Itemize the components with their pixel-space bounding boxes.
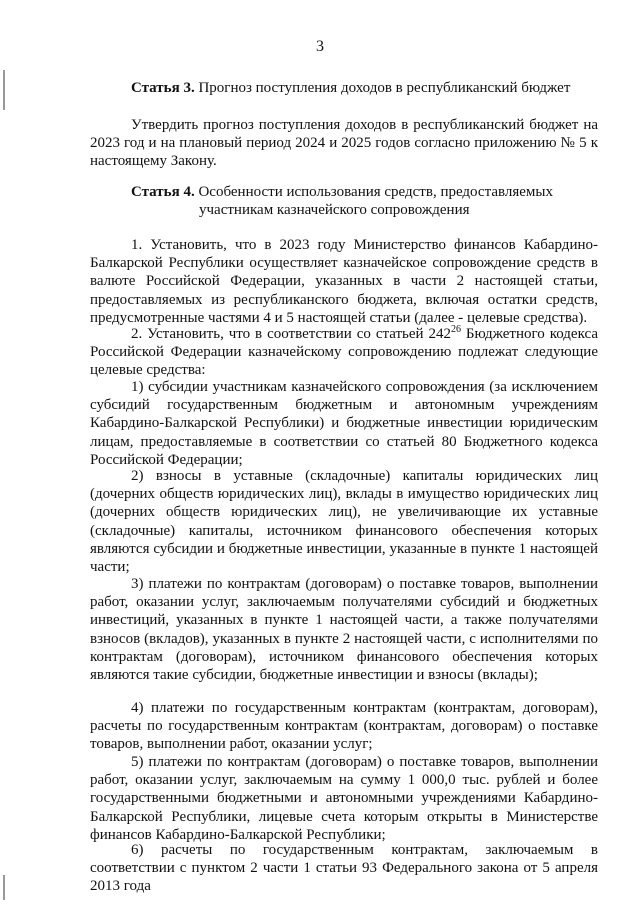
article3-label: Статья 3. xyxy=(131,80,195,96)
list-item-3: 3) платежи по контрактам (договорам) о поставке товаров, выполнении работ, оказании услуг, заключаемым получателями субсидий и бюджетных инвестиций, указанных в пункте 1 настоящей части, а также получателями взносов (вкладов), указанных в пункте 2 настоящей части, с исполнителями по контрактам (договорам), источником финансового обеспечения которых являются такие субсидии, бюджетные инвестиции и взносы (вклады); xyxy=(90,576,598,684)
list-item-2: 2) взносы в уставные (складочные) капиталы юридических лиц (дочерних обществ юридических лиц), вклады в имущество юридических лиц (дочерних обществ юридических лиц), не увеличивающие их уставные (складочные) капиталы, источником финансового обеспечения которых являются субсидии и бюджетные инвестиции, указанные в пункте 1 настоящей части; xyxy=(90,468,598,576)
list-item-1: 1) субсидии участникам казначейского сопровождения (за исключением субсидий государственным бюджетным и автономным учреждениям Кабардино-Балкарской Республики) и бюджетные инвестиции юридическим лицам, предоставляемые в соответствии со статьей 80 Бюджетного кодекса Российской Федерации; xyxy=(90,379,598,468)
list-item-4: 4) платежи по государственным контрактам (контрактам, договорам), расчеты по государственным контрактам (контрактам, договорам) о поставке товаров, выполнении работ, оказании услуг; xyxy=(90,700,598,753)
page-number: 3 xyxy=(316,38,324,55)
article4-title-line1: Статья 4. Особенности использования средств, предоставляемых xyxy=(131,184,553,200)
article4-paragraph-1: 1. Установить, что в 2023 году Министерство финансов Кабардино-Балкарской Республики осуществляет казначейское сопровождение средств в валюте Российской Федерации, указанных в части 2 настоящей статьи, предоставляемых из республиканского бюджета, включая остатки средств, предусмотренные частями 4 и 5 настоящей статьи (далее - целевые средства). xyxy=(90,237,598,326)
list-item-5: 5) платежи по контрактам (договорам) о поставке товаров, выполнении работ, оказании услуг, заключаемым на сумму 1 000,0 тыс. рублей и более государственными бюджетными и автономными учреждениями Кабардино-Балкарской Республики, лицевые счета которым открыты в Министерстве финансов Кабардино-Балкарской Республики; xyxy=(90,754,598,843)
article3-text: Утвердить прогноз поступления доходов в республиканский бюджет на 2023 год и на плановый период 2024 и 2025 годов согласно приложению № 5 к настоящему Закону. xyxy=(90,117,598,170)
scan-edge-mark xyxy=(3,875,5,900)
article4-title-line2: участникам казначейского сопровождения xyxy=(199,202,470,218)
article3-title: Прогноз поступления доходов в республиканский бюджет xyxy=(198,80,571,96)
article3-heading xyxy=(131,79,601,97)
article4-heading xyxy=(131,183,601,219)
scan-edge-mark xyxy=(3,70,5,110)
article4-paragraph-2: 2. Установить, что в соответствии со статьей $242^{26}$ Бюджетного кодекса Российской Федерации казначейскому сопровождению подлежат следующие целевые средства: xyxy=(90,324,598,379)
list-item-6: 6) расчеты по государственным контрактам, заключаемым в соответствии с пунктом 2 части 1 статьи 93 Федерального закона от 5 апреля 2013 года xyxy=(90,842,598,895)
article4-label: Статья 4. xyxy=(131,184,195,200)
superscript: 26 xyxy=(450,324,461,335)
